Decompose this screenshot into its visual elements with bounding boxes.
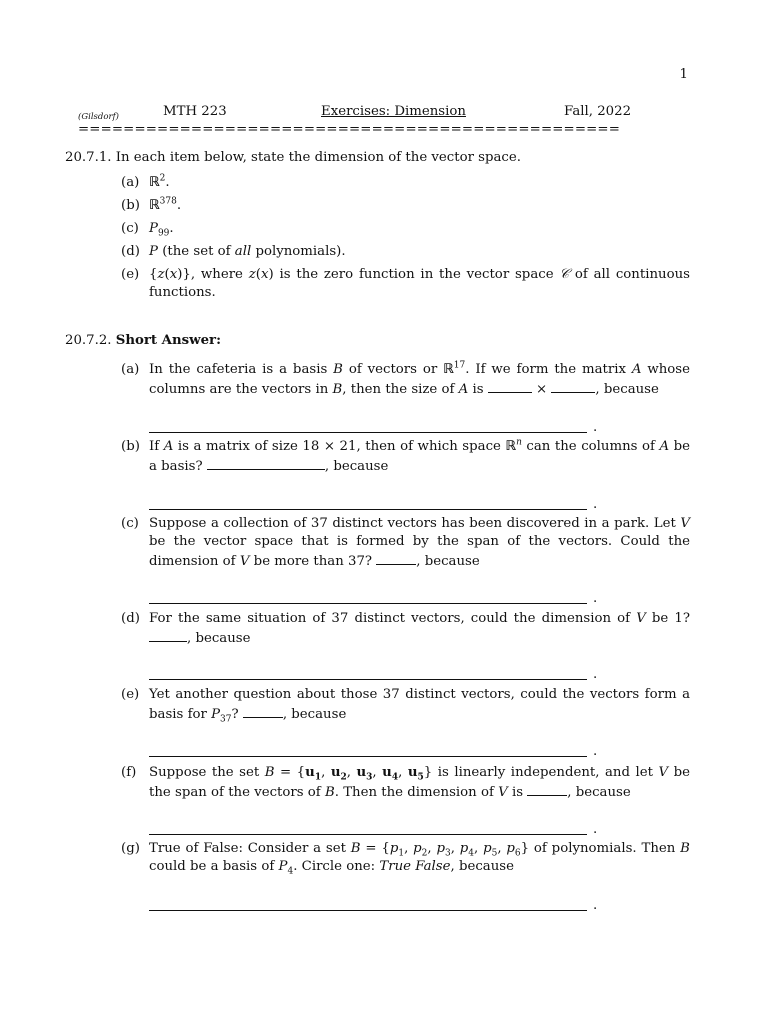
period: . xyxy=(593,591,598,606)
problem-2-label: 20.7.2. xyxy=(65,333,112,348)
answer-line-c[interactable] xyxy=(149,603,587,604)
problem-2-item-e xyxy=(121,686,690,724)
item-label: (c) xyxy=(121,516,139,531)
answer-line-d[interactable] xyxy=(149,679,587,680)
term: Fall, 2022 xyxy=(564,104,632,119)
problem-2-item-f xyxy=(121,764,690,802)
item-text: Suppose the set $B = \{u_1$, $u_2$, $u_3$, $u_4$, $u_5$} is linearly independent, and let V be the span of the vectors of B. Then the dimension of V is , because xyxy=(149,765,690,800)
item-text: In the cafeteria is a basis B of vectors or ℝ$^{17}$. If we form the matrix A whose columns are the vectors in B, then the size of A is × , because xyxy=(149,360,690,397)
answer-blank-f[interactable] xyxy=(527,782,567,796)
item-text: P (the set of all polynomials). xyxy=(149,244,346,259)
answer-line-f[interactable] xyxy=(149,834,587,835)
item-label: (b) xyxy=(121,198,140,213)
rows-blank[interactable] xyxy=(488,379,532,393)
problem-1-prompt: In each item below, state the dimension of the vector space. xyxy=(115,150,521,165)
item-text: Yet another question about those 37 distinct vectors, could the vectors form a basis for $P_{37}$? , because xyxy=(149,687,690,725)
problem-1-item-c xyxy=(121,220,690,238)
answer-blank-e[interactable] xyxy=(243,704,283,718)
problem-1 xyxy=(65,149,705,167)
problem-2-item-b xyxy=(121,438,690,476)
item-text: If A is a matrix of size 18 × 21, then of which space ℝ$^n$ can the columns of A be a basis? , because xyxy=(149,437,690,474)
problem-1-item-a xyxy=(121,174,690,192)
problem-2-item-g xyxy=(121,840,690,876)
document-header xyxy=(78,103,668,123)
item-label: (b) xyxy=(121,439,140,454)
item-text: For the same situation of 37 distinct vectors, could the dimension of V be 1? , because xyxy=(149,611,690,646)
problem-2-item-a xyxy=(121,361,690,399)
author: (Gilsdorf) xyxy=(78,112,119,122)
item-label: (e) xyxy=(121,267,140,282)
true-option[interactable]: True xyxy=(379,859,412,874)
item-label: (e) xyxy=(121,687,140,702)
item-label: (f) xyxy=(121,765,137,780)
item-text: ℝ$^{378}$. xyxy=(149,196,182,213)
item-label: (a) xyxy=(121,362,140,377)
problem-2-item-d xyxy=(121,610,690,648)
problem-2-item-c xyxy=(121,515,690,571)
problem-1-item-b xyxy=(121,197,690,215)
item-text: Suppose a collection of 37 distinct vectors has been discovered in a park. Let V be the vector space that is formed by the span of the vectors. Could the dimension of V be more than 37? , because xyxy=(149,516,690,569)
item-label: (g) xyxy=(121,841,140,856)
false-option[interactable]: False xyxy=(415,859,451,874)
period: . xyxy=(593,822,598,837)
problem-1-item-e xyxy=(121,266,690,302)
period: . xyxy=(593,898,598,913)
period: . xyxy=(593,667,598,682)
item-label: (a) xyxy=(121,175,140,190)
problem-2 xyxy=(65,332,705,350)
item-text: ℝ$^2$. xyxy=(149,173,170,190)
item-label: (d) xyxy=(121,244,140,259)
answer-line-b[interactable] xyxy=(149,509,587,510)
answer-line-g[interactable] xyxy=(149,910,587,911)
answer-blank-c[interactable] xyxy=(376,551,416,565)
page-number: 1 xyxy=(679,67,688,82)
item-text: $P_{99}$. xyxy=(149,221,174,239)
item-label: (c) xyxy=(121,221,139,236)
item-text: {z(x)}, where z(x) is the zero function in the vector space 𝒞 of all continuous functions. xyxy=(149,267,690,300)
columns-blank[interactable] xyxy=(551,379,595,393)
answer-line-a[interactable] xyxy=(149,432,587,433)
answer-line-e[interactable] xyxy=(149,756,587,757)
problem-1-item-d xyxy=(121,243,690,261)
answer-blank-d[interactable] xyxy=(149,628,187,642)
period: . xyxy=(593,420,598,435)
period: . xyxy=(593,744,598,759)
item-label: (d) xyxy=(121,611,140,626)
period: . xyxy=(593,497,598,512)
problem-2-title: Short Answer: xyxy=(115,333,221,348)
space-blank[interactable] xyxy=(207,456,325,470)
document-title: Exercises: Dimension xyxy=(321,104,466,119)
item-text: True of False: Consider a set $B = \{p_1$, $p_2$, $p_3$, $p_4$, $p_5$, $p_6$} of polynomials. Then B could be a basis of $P_4$. Circle one: True False, because xyxy=(149,841,690,877)
header-rule: ================================================ xyxy=(78,122,620,137)
course-code: MTH 223 xyxy=(163,104,227,119)
problem-1-label: 20.7.1. xyxy=(65,150,112,165)
